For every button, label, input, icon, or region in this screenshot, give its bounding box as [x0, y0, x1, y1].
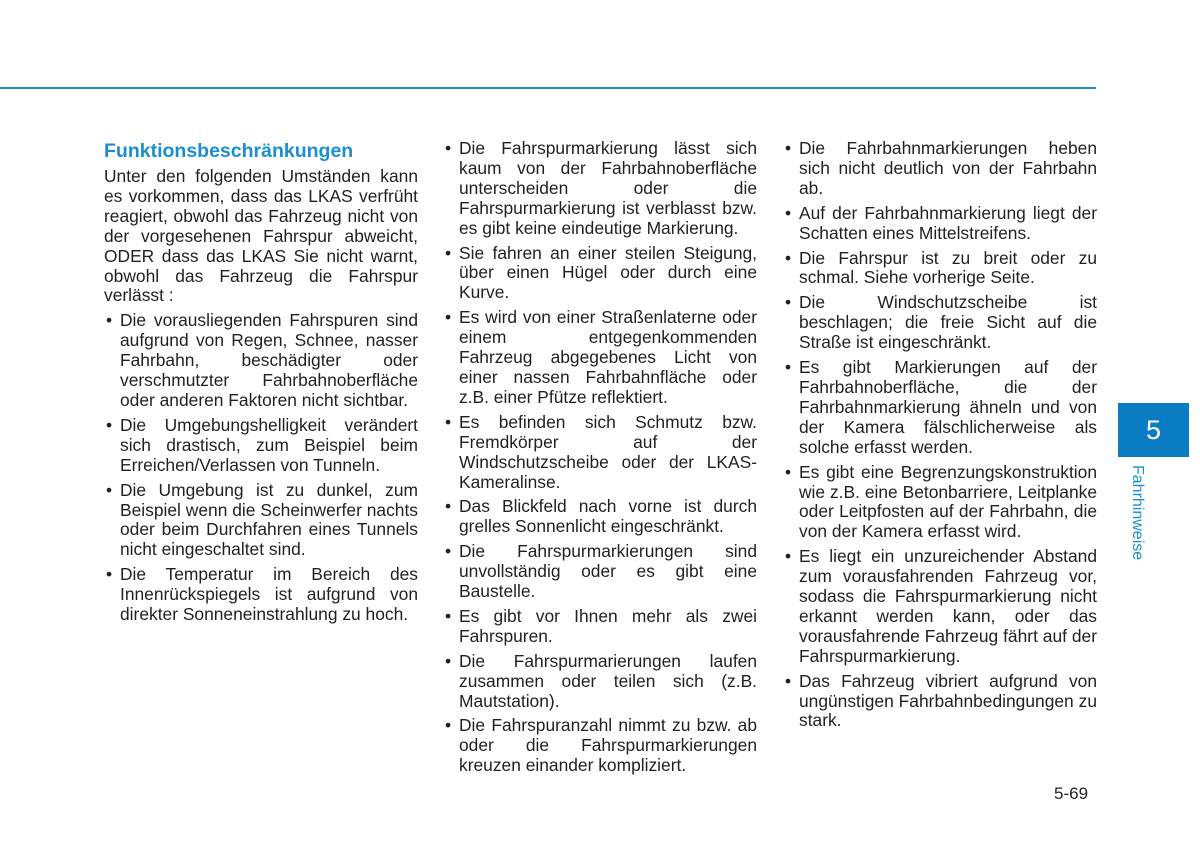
list-item-text: Die Fahrbahnmarkierungen heben sich nicht deutlich von der Fahrbahn ab.: [799, 138, 1097, 198]
page-number: 5-69: [1054, 784, 1089, 803]
list-item-text: Die Umgebung ist zu dunkel, zum Beispiel wenn die Scheinwerfer nachts oder beim Durchfahren eines Tunnels nicht eingeschaltet sind.: [120, 479, 418, 560]
bullet-icon: •: [785, 461, 792, 482]
bullet-icon: •: [106, 310, 113, 331]
list-item: [443, 607, 757, 647]
list-item: [783, 463, 1097, 543]
bullet-icon: •: [785, 357, 792, 378]
list-item: [783, 358, 1097, 458]
column-2: [443, 139, 757, 781]
list-item-text: Es liegt ein unzureichender Abstand zum vorausfahrenden Fahrzeug vor, sodass die Fahrspurmarkierung nicht erkannt werden kann, oder das vorausfahrende Fahrzeug fährt auf der Fahrspurmarkierung.: [799, 546, 1097, 666]
list-item-text: Die Temperatur im Bereich des Innenrückspiegels ist aufgrund von direkter Sonneneinstrahlung zu hoch.: [120, 564, 418, 625]
list-item: [104, 481, 418, 561]
header-rule: [0, 87, 1096, 89]
list-item-text: Die Fahrspurmarierungen laufen zusammen oder teilen sich (z.B. Mautstation).: [459, 650, 757, 711]
intro-paragraph: Unter den folgenden Umständen kann es vorkommen, dass das LKAS verfrüht reagiert, obwohl das Fahrzeug nicht von der vorgesehenen Fahrspur abweicht, ODER dass das LKAS Sie nicht warnt, obwohl das Fahrzeug die Fahrspur verlässt :: [104, 166, 418, 306]
bullet-list-2: [443, 139, 757, 776]
list-item-text: Das Blickfeld nach vorne ist durch grelles Sonnenlicht eingeschränkt.: [459, 496, 757, 537]
list-item-text: Die Fahrspuranzahl nimmt zu bzw. ab oder die Fahrspurmarkierungen kreuzen einander kompliziert.: [459, 715, 757, 776]
list-item-text: Auf der Fahrbahnmarkierung liegt der Schatten eines Mittelstreifens.: [799, 202, 1097, 243]
list-item: [443, 308, 757, 408]
bullet-icon: •: [106, 564, 113, 585]
column-1: [104, 139, 418, 630]
list-item-text: Es gibt vor Ihnen mehr als zwei Fahrspuren.: [459, 605, 757, 646]
list-item: [783, 672, 1097, 732]
list-item: [783, 547, 1097, 666]
list-item-text: Die Fahrspur ist zu breit oder zu schmal. Siehe vorherige Seite.: [799, 247, 1097, 288]
list-item: [104, 565, 418, 625]
list-item: [104, 311, 418, 411]
list-item-text: Die Windschutzscheibe ist beschlagen; die freie Sicht auf die Straße ist eingeschränkt.: [799, 292, 1097, 353]
list-item: [443, 716, 757, 776]
bullet-list-1: [104, 311, 418, 625]
bullet-icon: •: [445, 605, 452, 626]
bullet-icon: •: [785, 670, 792, 691]
bullet-icon: •: [445, 496, 452, 517]
bullet-icon: •: [445, 541, 452, 562]
bullet-icon: •: [785, 546, 792, 567]
list-item: [443, 542, 757, 602]
list-item: [443, 139, 757, 239]
bullet-icon: •: [785, 202, 792, 223]
list-item-text: Die Fahrspurmarkierung lässt sich kaum von der Fahrbahnoberfläche unterscheiden oder die Fahrspurmarkierung ist verblasst bzw. es gibt keine eindeutige Markierung.: [459, 138, 757, 238]
bullet-icon: •: [445, 650, 452, 671]
list-item-text: Sie fahren an einer steilen Steigung, über einen Hügel oder durch eine Kurve.: [459, 242, 757, 303]
list-item: [783, 293, 1097, 353]
list-item: [443, 244, 757, 304]
section-heading: Funktionsbeschränkungen: [104, 140, 354, 162]
list-item: [783, 249, 1097, 289]
list-item: [783, 204, 1097, 244]
bullet-icon: •: [445, 307, 452, 328]
bullet-icon: •: [785, 292, 792, 313]
list-item-text: Es gibt Markierungen auf der Fahrbahnoberfläche, die der Fahrbahnmarkierung ähneln und von der Kamera fälschlicherweise als solche erfasst werden.: [799, 357, 1097, 457]
list-item-text: Die Umgebungshelligkeit verändert sich drastisch, zum Beispiel beim Erreichen/Verlassen von Tunneln.: [120, 414, 418, 475]
bullet-icon: •: [445, 411, 452, 432]
list-item-text: Es befinden sich Schmutz bzw. Fremdkörper auf der Windschutzscheibe oder der LKAS-Kameralinse.: [459, 411, 757, 492]
bullet-icon: •: [785, 138, 792, 158]
bullet-icon: •: [445, 138, 452, 158]
bullet-icon: •: [106, 414, 113, 435]
list-item: [783, 139, 1097, 199]
chapter-tab: 5: [1118, 403, 1189, 457]
bullet-list-3: [783, 139, 1097, 731]
list-item-text: Es wird von einer Straßenlaterne oder einem entgegenkommenden Fahrzeug abgegebenes Licht von einer nassen Fahrbahnfläche oder z.B. einer Pfütze reflektiert.: [459, 307, 757, 407]
column-3: [783, 139, 1097, 736]
list-item: [104, 416, 418, 476]
list-item-text: Es gibt eine Begrenzungskonstruktion wie z.B. eine Betonbarriere, Leitplanke oder Leitpfosten auf der Fahrbahn, die von der Kamera erfasst wird.: [799, 461, 1097, 542]
list-item-text: Das Fahrzeug vibriert aufgrund von ungünstigen Fahrbahnbedingungen zu stark.: [799, 670, 1097, 731]
list-item-text: Die Fahrspurmarkierungen sind unvollständig oder es gibt eine Baustelle.: [459, 541, 757, 602]
list-item: [443, 652, 757, 712]
chapter-title: Fahrhinweise: [1129, 465, 1146, 561]
bullet-icon: •: [785, 247, 792, 268]
list-item-text: Die vorausliegenden Fahrspuren sind aufgrund von Regen, Schnee, nasser Fahrbahn, beschädigter oder verschmutzter Fahrbahnoberfläche oder anderen Faktoren nicht sichtbar.: [120, 310, 418, 410]
bullet-icon: •: [106, 479, 113, 500]
list-item: [443, 413, 757, 493]
bullet-icon: •: [445, 715, 452, 736]
bullet-icon: •: [445, 242, 452, 263]
list-item: [443, 497, 757, 537]
